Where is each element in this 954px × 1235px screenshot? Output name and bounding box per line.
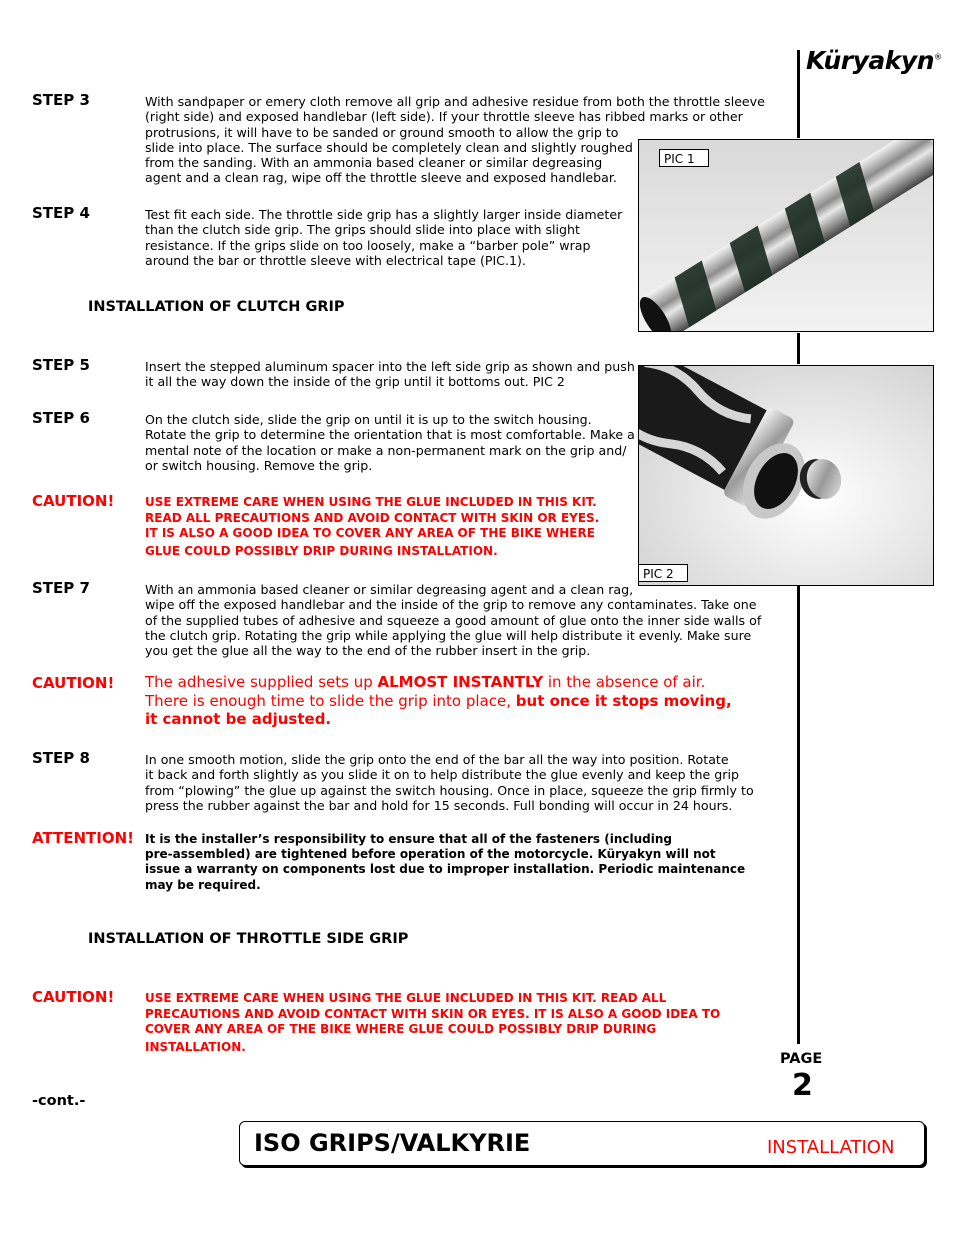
pic-2-label: PIC 2 [638, 564, 688, 582]
vertical-rule-bottom [797, 586, 800, 1044]
document-title: ISO GRIPS/VALKYRIE [254, 1129, 531, 1157]
registered-mark: ® [934, 52, 942, 62]
caution-2-label: CAUTION! [32, 674, 115, 692]
handlebar-tape-illustration [639, 140, 933, 331]
step-8-label: STEP 8 [32, 749, 90, 767]
step-5-label: STEP 5 [32, 356, 90, 374]
logo-text: Küryakyn [806, 46, 935, 75]
kuryakyn-logo [806, 46, 942, 75]
step-4-label: STEP 4 [32, 204, 90, 222]
page-label: PAGE [780, 1051, 823, 1067]
vertical-rule-top [797, 50, 800, 138]
step-5-text: Insert the stepped aluminum spacer into the left side grip as shown and push it all the way down the inside of the grip until it bottoms out. PIC 2 [145, 359, 635, 390]
pic-1-label: PIC 1 [659, 149, 709, 167]
caution-1-text: USE EXTREME CARE WHEN USING THE GLUE INCLUDED IN THIS KIT. READ ALL PRECAUTIONS AND AVOID CONTACT WITH SKIN OR EYES. IT IS ALSO A GOOD IDEA TO COVER ANY AREA OF THE BIKE WHERE GLUE COULD POSSIBLY DRIP DURING INSTALLATION. [145, 495, 600, 558]
caution-1-label: CAUTION! [32, 492, 115, 510]
step-8-text: In one smooth motion, slide the grip onto the end of the bar all the way into position. Rotate it back and forth slightly as you slide it on to help distribute the glue evenly and keep the grip from “plowing” the glue up against the switch housing. Once in place, squeeze the grip firmly to press the rubber against the bar and hold for 15 seconds. Full bonding will occur in 24 hours. [145, 752, 754, 813]
vertical-rule-mid [797, 333, 800, 364]
continued-note: -cont.- [32, 1093, 86, 1109]
throttle-grip-heading: INSTALLATION OF THROTTLE SIDE GRIP [88, 931, 409, 947]
pic-2-image [638, 365, 934, 586]
pic-1-image [638, 139, 934, 332]
document-subtitle: INSTALLATION [767, 1137, 895, 1158]
page-number: 2 [792, 1068, 813, 1103]
caution-3-text: USE EXTREME CARE WHEN USING THE GLUE INCLUDED IN THIS KIT. READ ALL PRECAUTIONS AND AVOID CONTACT WITH SKIN OR EYES. IT IS ALSO A GOOD IDEA TO COVER ANY AREA OF THE BIKE WHERE GLUE COULD POSSIBLY DRIP DURING INSTALLATION. [145, 991, 721, 1054]
step-6-label: STEP 6 [32, 409, 90, 427]
step-3-label: STEP 3 [32, 91, 90, 109]
attention-label: ATTENTION! [32, 829, 135, 847]
step-4-text: Test fit each side. The throttle side grip has a slightly larger inside diameter than the clutch side grip. The grips should slide into place with slight resistance. If the grips slide on too loosely, make a “barber pole” wrap around the bar or throttle sleeve with electrical tape (PIC.1). [145, 207, 623, 268]
clutch-grip-heading: INSTALLATION OF CLUTCH GRIP [88, 299, 345, 315]
step-7-text: With an ammonia based cleaner or similar degreasing agent and a clean rag, wipe off the exposed handlebar and the inside of the grip to remove any contaminates. Take one of the supplied tubes of adhesive and squeeze a good amount of glue onto the inner side walls of the clutch grip. Rotating the grip while applying the glue will help distribute it evenly. Make sure you get the glue all the way to the end of the rubber insert in the grip. [145, 582, 762, 659]
step-3-text: With sandpaper or emery cloth remove all grip and adhesive residue from both the throttle sleeve (right side) and exposed handlebar (left side). If your throttle sleeve has ribbed marks or other protrusions, it will have to be sanded or ground smooth to allow the grip to slide into place. The surface should be completely clean and slightly roughed from the sanding. With an ammonia based cleaner or similar degreasing agent and a clean rag, wipe off the throttle sleeve and exposed handlebar. [145, 94, 765, 186]
step-6-text: On the clutch side, slide the grip on until it is up to the switch housing. Rotate the grip to determine the orientation that is most comfortable. Make a mental note of the location or make a non-permanent mark on the grip and/ or switch housing. Remove the grip. [145, 412, 635, 473]
document-title-box [239, 1121, 925, 1166]
step-7-label: STEP 7 [32, 579, 90, 597]
attention-text: It is the installer’s responsibility to ensure that all of the fasteners (including pre-assembled) are tightened before operation of the motorcycle. Küryakyn will not issue a warranty on components lost due to improper installation. Periodic maintenance may be required. [145, 832, 746, 892]
caution-3-label: CAUTION! [32, 988, 115, 1006]
grip-spacer-illustration [639, 366, 933, 585]
caution-2-text: The adhesive supplied sets up ALMOST INSTANTLY in the absence of air. There is enough time to slide the grip into place, but once it stops moving, it cannot be adjusted. [145, 673, 732, 729]
